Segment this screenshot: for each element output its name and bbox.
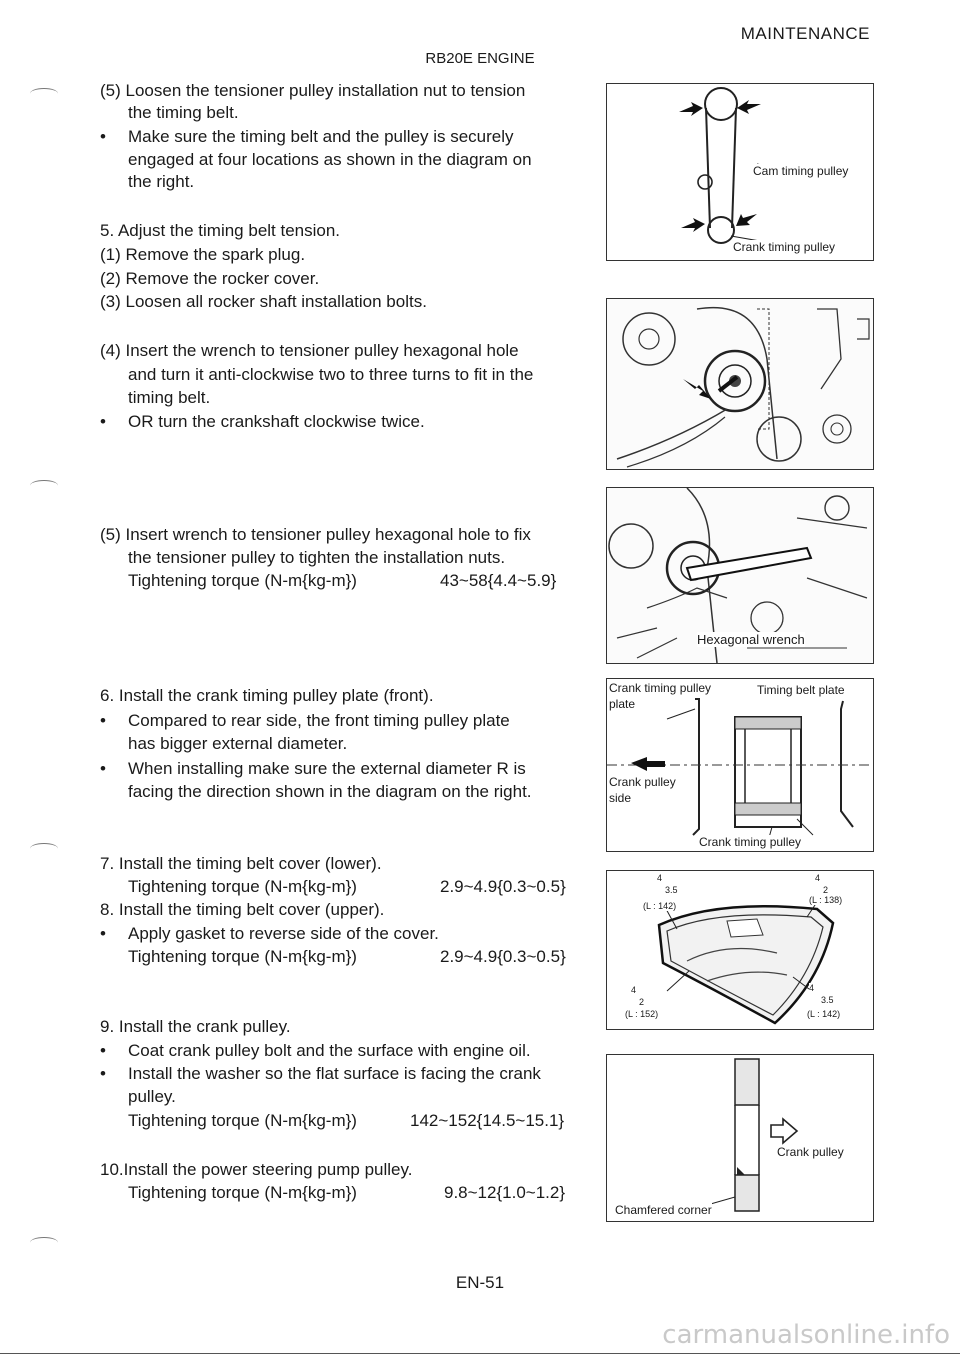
step-line: 9. Install the crank pulley. bbox=[100, 1017, 291, 1036]
torque-label: Tightening torque (N-m{kg-m}) bbox=[128, 877, 357, 896]
step-line: Apply gasket to reverse side of the cover. bbox=[128, 924, 439, 943]
torque-value: 43~58{4.4~5.9} bbox=[440, 571, 557, 590]
step-line: the tensioner pulley to tighten the installation nuts. bbox=[128, 548, 506, 567]
label-plate: plate bbox=[609, 697, 636, 711]
figure-timing-belt-engagement bbox=[606, 83, 874, 261]
torque-label: Tightening torque (N-m{kg-m}) bbox=[128, 1111, 357, 1130]
torque-value: 142~152{14.5~15.1} bbox=[410, 1111, 565, 1130]
step-line: Make sure the timing belt and the pulley is securely bbox=[128, 127, 514, 146]
step-line: engaged at four locations as shown in the diagram on bbox=[128, 150, 532, 169]
step-line: (5) Insert wrench to tensioner pulley hexagonal hole to fix bbox=[100, 525, 531, 544]
figure-hexagonal-wrench bbox=[606, 487, 874, 664]
bolt-tl-len: (L : 142) bbox=[643, 901, 677, 911]
label-crank-timing-plate: Crank timing pulley bbox=[609, 681, 712, 695]
step-line: pulley. bbox=[128, 1087, 176, 1106]
bullet: • bbox=[100, 1064, 106, 1083]
step-line: (3) Loosen all rocker shaft installation bolts. bbox=[100, 292, 427, 311]
bolt-bl-len: (L : 152) bbox=[625, 1009, 659, 1019]
torque-value: 2.9~4.9{0.3~0.5} bbox=[440, 877, 566, 896]
step-line: When installing make sure the external diameter R is bbox=[128, 759, 526, 778]
crank-pulley-plate-diagram bbox=[607, 679, 873, 851]
label-crank-pulley: Crank pulley bbox=[777, 1145, 844, 1159]
bullet: • bbox=[100, 759, 106, 778]
step-line: has bigger external diameter. bbox=[128, 734, 348, 753]
step-line: (4) Insert the wrench to tensioner pulley hexagonal hole bbox=[100, 341, 519, 360]
bullet: • bbox=[100, 924, 106, 943]
scan-mark bbox=[30, 1237, 58, 1248]
label-hexagonal-wrench: Hexagonal wrench bbox=[697, 632, 805, 647]
label-chamfered-corner: Chamfered corner bbox=[615, 1203, 712, 1217]
bottom-rule bbox=[0, 1353, 960, 1354]
bolt-br-size: 3.5 bbox=[821, 995, 834, 1005]
step-line: Install the washer so the flat surface is facing the crank bbox=[128, 1064, 541, 1083]
figure-timing-belt-cover bbox=[606, 870, 874, 1030]
torque-label: Tightening torque (N-m{kg-m}) bbox=[128, 1183, 357, 1202]
step-line: the right. bbox=[128, 172, 195, 191]
bolt-br-len: (L : 142) bbox=[807, 1009, 841, 1019]
scan-mark bbox=[30, 843, 58, 854]
scan-mark bbox=[30, 480, 58, 491]
figure-wrench-tensioner bbox=[606, 298, 874, 470]
header-section: MAINTENANCE bbox=[740, 24, 870, 43]
step-line: 8. Install the timing belt cover (upper). bbox=[100, 900, 385, 919]
page-number: EN-51 bbox=[455, 1273, 505, 1292]
step-line: OR turn the crankshaft clockwise twice. bbox=[128, 412, 425, 431]
step-line: 6. Install the crank timing pulley plate (front). bbox=[100, 686, 434, 705]
figure-crank-pulley-washer bbox=[606, 1054, 874, 1222]
bolt-bl-num: 4 bbox=[631, 985, 637, 995]
bullet: • bbox=[100, 1041, 106, 1060]
torque-label: Tightening torque (N-m{kg-m}) bbox=[128, 947, 357, 966]
watermark: carmanualsonline.info bbox=[662, 1320, 950, 1350]
step-line: facing the direction shown in the diagram on the right. bbox=[128, 782, 532, 801]
bolt-tl-num: 4 bbox=[657, 873, 663, 883]
step-line: and turn it anti-clockwise two to three turns to fit in the bbox=[128, 365, 534, 384]
step-line: 7. Install the timing belt cover (lower). bbox=[100, 854, 382, 873]
step-line: 5. Adjust the timing belt tension. bbox=[100, 221, 341, 240]
label-cam-timing-pulley: Cam timing pulley bbox=[753, 164, 849, 178]
step-line: timing belt. bbox=[128, 388, 211, 407]
step-line: Coat crank pulley bolt and the surface with engine oil. bbox=[128, 1041, 531, 1060]
header-engine: RB20E ENGINE bbox=[425, 50, 535, 67]
step-line: Compared to rear side, the front timing pulley plate bbox=[128, 711, 510, 730]
label-timing-belt-plate: Timing belt plate bbox=[757, 683, 845, 697]
label-crank-timing-pulley: Crank timing pulley bbox=[733, 240, 836, 254]
step-line: 10.Install the power steering pump pulley. bbox=[100, 1160, 413, 1179]
bullet: • bbox=[100, 127, 106, 146]
step-line: (5) Loosen the tensioner pulley installation nut to tension bbox=[100, 81, 526, 100]
bullet: • bbox=[100, 711, 106, 730]
bullet: • bbox=[100, 412, 106, 431]
bolt-tr-size: 2 bbox=[823, 885, 829, 895]
figure-crank-pulley-plate bbox=[606, 678, 874, 852]
wrench-tensioner-illustration bbox=[607, 299, 873, 469]
torque-value: 2.9~4.9{0.3~0.5} bbox=[440, 947, 566, 966]
label-crank-pulley-side: Crank pulley bbox=[609, 775, 676, 789]
step-line: (2) Remove the rocker cover. bbox=[100, 269, 320, 288]
label-crank-timing-pulley: Crank timing pulley bbox=[699, 835, 802, 849]
torque-value: 9.8~12{1.0~1.2} bbox=[444, 1183, 566, 1202]
step-line: the timing belt. bbox=[128, 103, 239, 122]
label-side: side bbox=[609, 791, 632, 805]
bolt-br-num: 4 bbox=[809, 983, 815, 993]
torque-label: Tightening torque (N-m{kg-m}) bbox=[128, 571, 357, 590]
step-line: (1) Remove the spark plug. bbox=[100, 245, 306, 264]
washer-diagram bbox=[607, 1055, 873, 1221]
bolt-tl-size: 3.5 bbox=[665, 885, 678, 895]
scan-mark bbox=[30, 88, 58, 99]
bolt-tr-len: (L : 138) bbox=[809, 895, 843, 905]
bolt-bl-size: 2 bbox=[639, 997, 645, 1007]
bolt-tr-num: 4 bbox=[815, 873, 821, 883]
